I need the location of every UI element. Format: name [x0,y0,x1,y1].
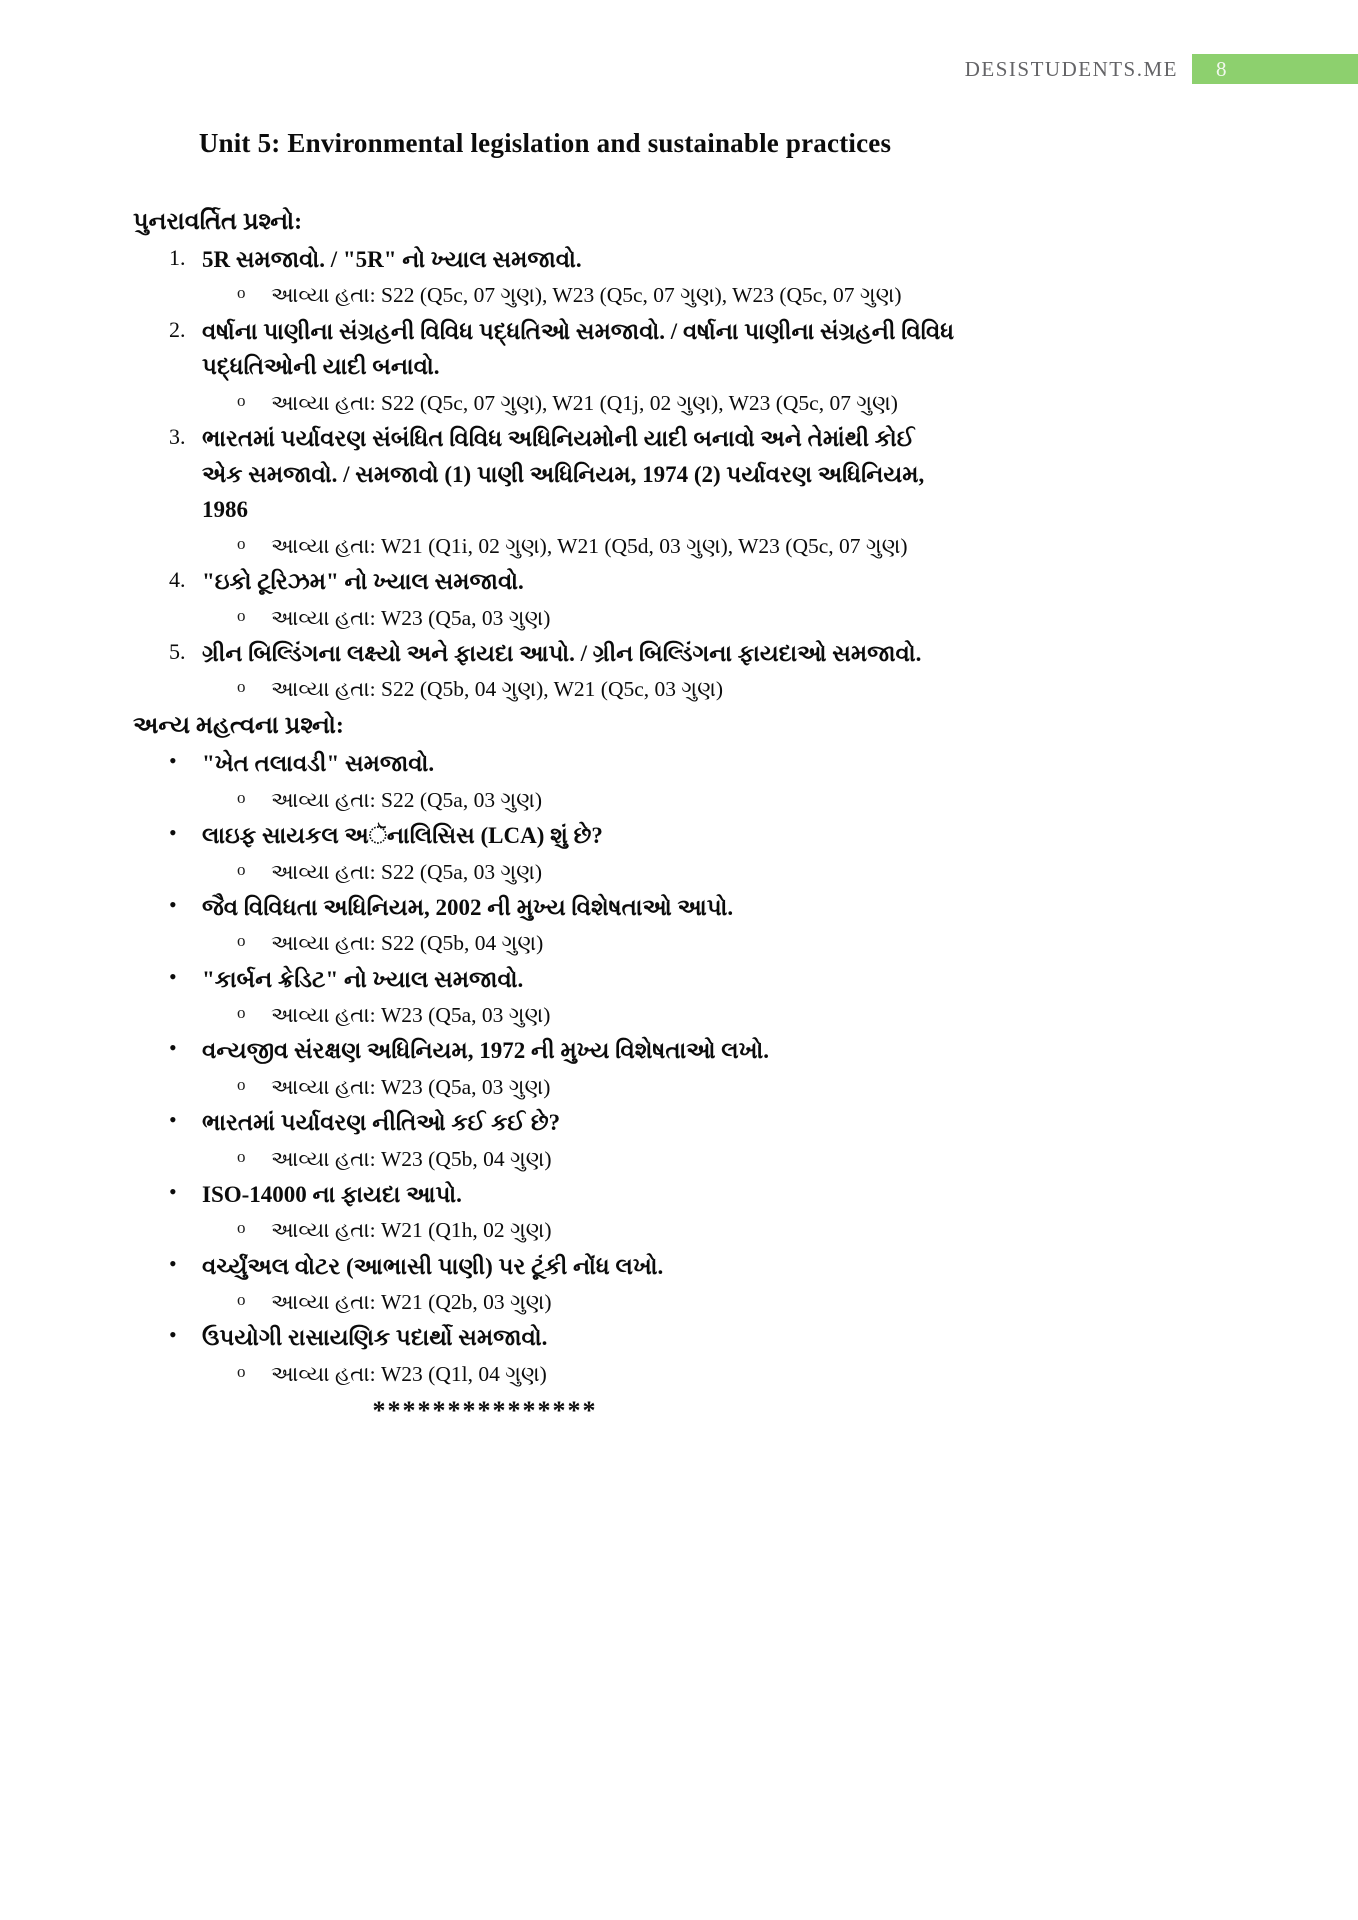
question-text: ઉપયોગી રાસાયણિક પદાર્થો સમજાવો. [202,1325,548,1351]
sub-bullet-icon: o [237,1146,246,1166]
site-watermark: DESISTUDENTS.ME [964,56,1178,81]
source-row [133,854,957,890]
source-row [133,1356,957,1392]
sub-bullet-icon: o [237,931,246,951]
sub-bullet-icon: o [237,1361,246,1381]
bullet-icon: • [169,1107,177,1133]
bullet-icon: • [169,963,177,989]
question-text: વર્ષાના પાણીના સંગ્રહની વિવિધ પદ્ધતિઓ સમજાવો. / વર્ષાના પાણીના સંગ્રહની વિવિધ પદ્ધતિઓની યાદી બનાવો. [202,318,955,380]
question-item [133,1249,957,1285]
source-row [133,528,957,564]
source-text: આવ્યા હતા: W23 (Q5a, 03 ગુણ) [271,605,551,630]
question-item [133,421,957,528]
bullet-icon: • [169,748,177,774]
question-text: વન્યજીવ સંરક્ષણ અધિનિયમ, 1972 ની મુખ્ય વિશેષતાઓ લખો. [202,1038,770,1064]
source-row [133,277,957,313]
question-item [133,564,957,600]
page-number-badge [1192,54,1358,84]
question-item [133,818,957,854]
question-text: "ઇકો ટૂરિઝમ" નો ખ્યાલ સમજાવો. [202,568,524,594]
bullet-icon: • [169,1322,177,1348]
question-text: લાઇફ સાયકલ અૅનાલિસિસ (LCA) શું છે? [202,823,603,849]
bullet-icon: • [169,891,177,917]
sub-bullet-icon: o [237,390,246,410]
sub-bullet-icon: o [237,677,246,697]
question-item [133,242,957,278]
source-text: આવ્યા હતા: S22 (Q5a, 03 ગુણ) [271,859,543,884]
sub-bullet-icon: o [237,1290,246,1310]
sub-bullet-icon: o [237,859,246,879]
document-body [133,128,957,1426]
source-text: આવ્યા હતા: W21 (Q1h, 02 ગુણ) [271,1218,552,1243]
question-item [133,314,957,385]
source-text: આવ્યા હતા: S22 (Q5a, 03 ગુણ) [271,787,543,812]
section-heading-other-questions: અન્ય મહત્વના પ્રશ્નો: [133,713,344,740]
source-row [133,925,957,961]
source-row [133,997,957,1033]
question-text: "ખેત તલાવડી" સમજાવો. [202,751,435,777]
bullet-icon: • [169,1178,177,1204]
source-text: આવ્યા હતા: S22 (Q5b, 04 ગુણ), W21 (Q5c, 03 ગુણ) [271,677,723,702]
question-item [133,1177,957,1213]
question-text: "કાર્બન ક્રેડિટ" નો ખ્યાલ સમજાવો. [202,966,524,992]
question-item [133,1033,957,1069]
source-text: આવ્યા હતા: W23 (Q5a, 03 ગુણ) [271,1003,551,1028]
question-text: ભારતમાં પર્યાવરણ નીતિઓ કઈ કઈ છે? [202,1110,561,1136]
section-heading-repeated-questions: પુનરાવર્તિત પ્રશ્નો: [133,209,303,235]
item-number: 4. [169,566,186,592]
sub-bullet-icon: o [237,1218,246,1238]
question-item [133,1320,957,1356]
source-row [133,600,957,636]
question-item [133,962,957,998]
page-number: 8 [1216,57,1227,81]
question-item [133,890,957,926]
bullet-icon: • [169,820,177,846]
question-text: વર્ચ્યુંઅલ વોટર (આભાસી પાણી) પર ટૂંકી નોંધ લખો. [202,1253,664,1279]
item-number: 1. [169,244,186,270]
source-text: આવ્યા હતા: W23 (Q5b, 04 ગુણ) [271,1146,552,1171]
sub-bullet-icon: o [237,1074,246,1094]
sub-bullet-icon: o [237,533,246,553]
source-row [133,671,957,707]
source-text: આવ્યા હતા: W21 (Q2b, 03 ગુણ) [271,1290,552,1315]
question-text: ISO-14000 ના ફાયદા આપો. [202,1181,462,1207]
end-separator: *************** [372,1396,598,1426]
source-row [133,1069,957,1105]
question-text: ભારતમાં પર્યાવરણ સંબંધિત વિવિધ અધિનિયમોની યાદી બનાવો અને તેમાંથી કોઈ એક સમજાવો. / સમજાવો (1) પાણી અધિનિયમ, 1974 (2) પર્યાવરણ અધિનિયમ, 1986 [202,425,925,523]
source-row [133,1284,957,1320]
bullet-icon: • [169,1250,177,1276]
question-item [133,636,957,672]
bullet-icon: • [169,1035,177,1061]
page-header [0,52,1358,86]
sub-bullet-icon: o [237,1003,246,1023]
source-text: આવ્યા હતા: W23 (Q1l, 04 ગુણ) [271,1361,547,1386]
sub-bullet-icon: o [237,605,246,625]
source-row [133,1212,957,1248]
source-text: આવ્યા હતા: S22 (Q5c, 07 ગુણ), W21 (Q1j, 02 ગુણ), W23 (Q5c, 07 ગુણ) [271,390,898,415]
source-text: આવ્યા હતા: S22 (Q5c, 07 ગુણ), W23 (Q5c, 07 ગુણ), W23 (Q5c, 07 ગુણ) [271,283,902,308]
source-row [133,385,957,421]
question-text: જૈવ વિવિધતા અધિનિયમ, 2002 ની મુખ્ય વિશેષતાઓ આપો. [202,894,734,920]
question-text: 5R સમજાવો. / "5R" નો ખ્યાલ સમજાવો. [202,246,582,272]
source-text: આવ્યા હતા: W23 (Q5a, 03 ગુણ) [271,1074,551,1099]
source-row [133,782,957,818]
question-text: ગ્રીન બિલ્ડિંગના લક્ષ્યો અને ફાયદા આપો. / ગ્રીન બિલ્ડિંગના ફાયદાઓ સમજાવો. [202,640,922,666]
question-item [133,746,957,782]
sub-bullet-icon: o [237,787,246,807]
item-number: 2. [169,316,186,342]
source-text: આવ્યા હતા: W21 (Q1i, 02 ગુણ), W21 (Q5d, 03 ગુણ), W23 (Q5c, 07 ગુણ) [271,533,908,558]
source-row [133,1141,957,1177]
sub-bullet-icon: o [237,283,246,303]
item-number: 5. [169,638,186,664]
question-item [133,1105,957,1141]
source-text: આવ્યા હતા: S22 (Q5b, 04 ગુણ) [271,931,544,956]
page-title: Unit 5: Environmental legislation and sustainable practices [198,128,892,158]
item-number: 3. [169,423,186,449]
